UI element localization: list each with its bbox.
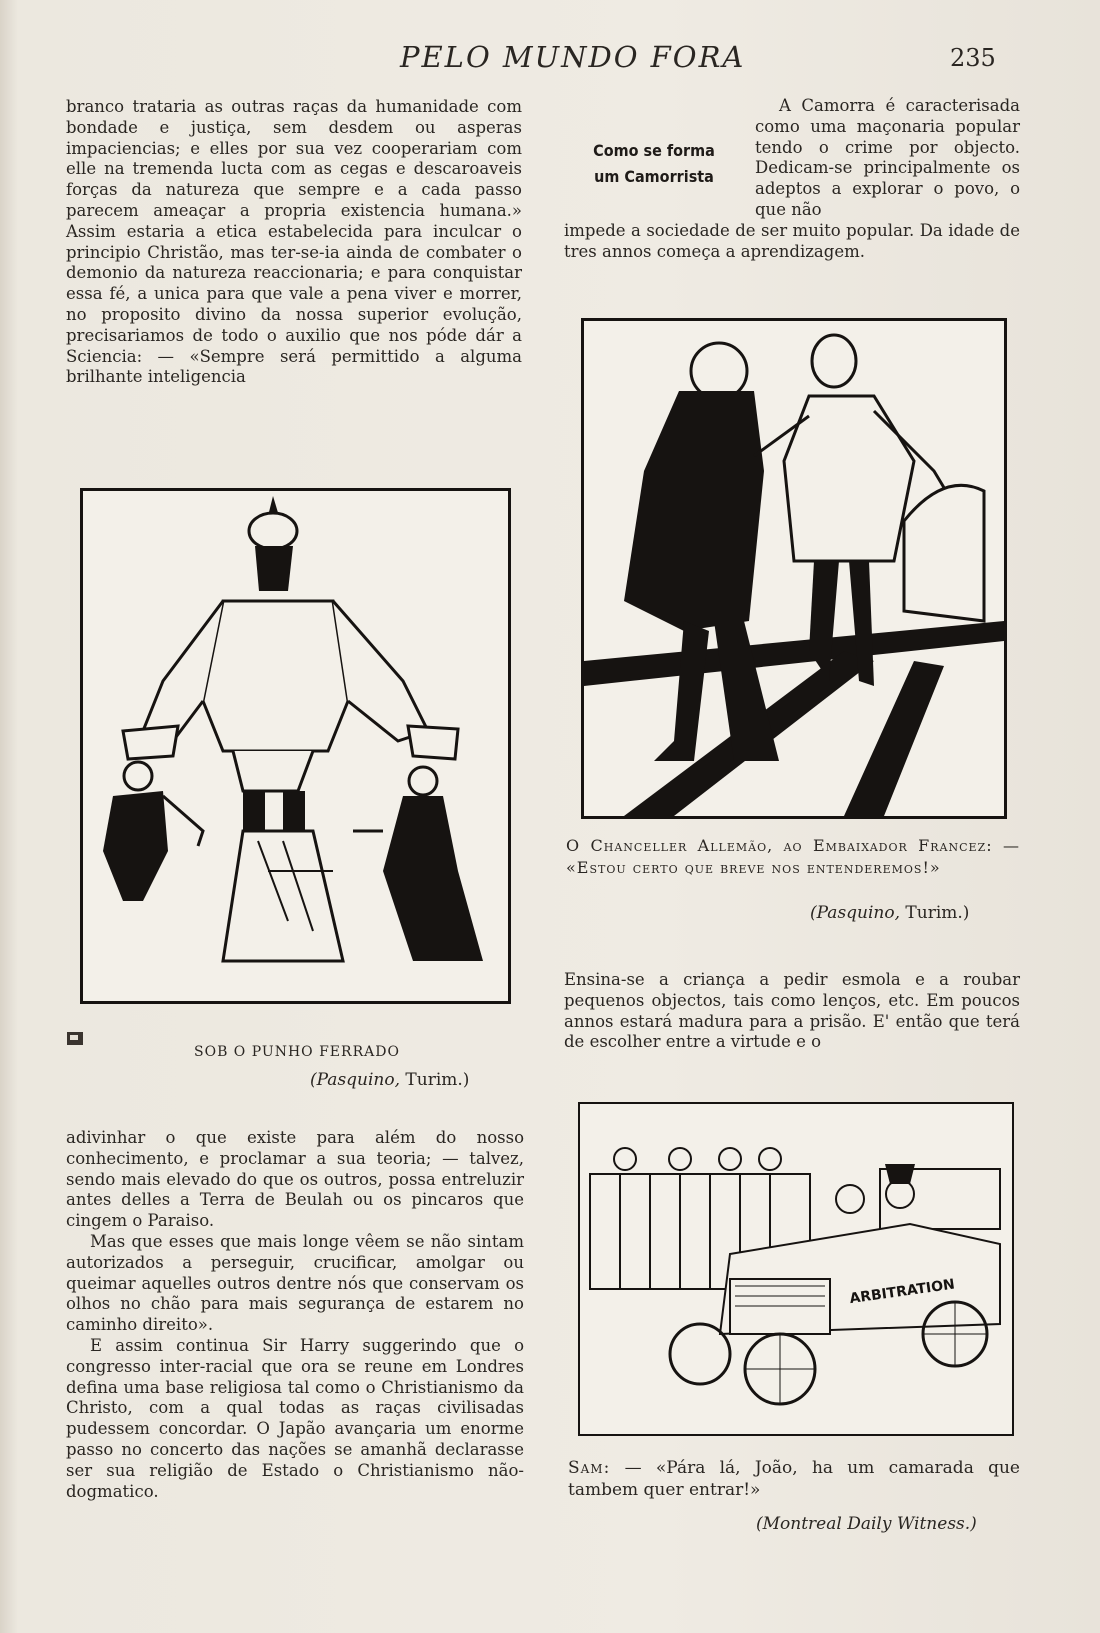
figure1-source-publication: (Pasquino, xyxy=(310,1070,401,1090)
right-column-intro-continuation xyxy=(564,221,1020,263)
figure1-source xyxy=(310,1070,469,1090)
figure2-caption xyxy=(566,835,1020,879)
cartoon-iron-fist xyxy=(80,488,511,1004)
cartoon-chancellor-ambassador-drawing xyxy=(584,321,1004,816)
figure2-source xyxy=(810,903,969,923)
left-bottom-paragraph-2: Mas que esses que mais longe vêem se não sintam autorizados a perseguir, crucificar, amolgar ou queimar aquelles outros dentre nós que conservam os olhos no chão para mais segurança de estarem no caminho direito». xyxy=(66,1231,524,1335)
figure3-caption-text: — «Pára lá, João, ha um camarada que tambem quer entrar!» xyxy=(568,1458,1020,1500)
printer-ornament-icon xyxy=(66,1030,86,1048)
section-heading-line-1: Como se forma xyxy=(593,141,715,160)
cartoon-chancellor-ambassador xyxy=(581,318,1007,819)
figure2-caption-text: O Chanceller Allemão, ao Embaixador Francez: — «Estou certo que breve nos entenderemos!» xyxy=(566,836,1020,877)
figure3-caption xyxy=(568,1457,1020,1501)
figure3-source xyxy=(756,1514,977,1534)
figure3-caption-speaker: Sam: xyxy=(568,1458,611,1478)
figure2-source-publication: (Pasquino, xyxy=(810,903,901,923)
right-intro-continuation: impede a sociedade de ser muito popular. Da idade de tres annos começa a aprendizagem. xyxy=(564,221,1020,261)
section-heading xyxy=(574,138,734,190)
right-middle-paragraph: Ensina-se a criança a pedir esmola e a roubar pequenos objectos, tais como lenços, etc. Em poucos annos estará madura para a prisão. E' então que terá de escolher entre a virtude e o xyxy=(564,970,1020,1052)
page-number: 235 xyxy=(950,44,996,72)
left-top-paragraph: branco trataria as outras raças da humanidade com bondade e justiça, sem desdem ou asperas impaciencias; e elles por sua vez cooperariam com elle na tremenda lucta com as cegas e descaroaveis forças da natureza que sempre e a cada passo parecem ameaçar a propria existencia humana.» Assim estaria a etica estabelecida para inculcar o principio Christão, mas ter-se-ia ainda de combater o demonio da natureza reaccionaria; e para conquistar essa fé, a unica para que vale a pena viver e morrer, no proposito divino da nossa superior evolução, precisariamos de todo o auxilio que nos póde dár a Sciencia: — «Sempre será permittido a alguma brilhante inteligencia xyxy=(66,97,522,387)
figure2-source-city: Turim.) xyxy=(900,903,970,923)
cartoon-arbitration-car-drawing xyxy=(580,1104,1012,1434)
running-header-title: PELO MUNDO FORA xyxy=(400,40,746,74)
cartoon-arbitration-car xyxy=(578,1102,1014,1436)
section-heading-line-2: um Camorrista xyxy=(594,167,714,186)
right-intro-paragraph: A Camorra é caracterisada como uma maçonaria popular tendo o crime por objecto. Dedicam-se principalmente os adeptos a explorar o povo, o que não xyxy=(755,96,1020,219)
right-column-intro-text xyxy=(755,96,1020,221)
cartoon-iron-fist-drawing xyxy=(83,491,508,1001)
left-column-bottom-text xyxy=(66,1128,524,1502)
left-bottom-paragraph-3: E assim continua Sir Harry suggerindo que o congresso inter-racial que ora se reune em Londres defina uma base religiosa tal como o Christianismo da Christo, com a qual todas as raças civilisadas pudessem concordar. O Japão avançaria um enorme passo no concerto das nações se amanhã declarasse ser sua religião de Estado o Christianismo não-dogmatico. xyxy=(66,1335,524,1501)
right-column-middle-text xyxy=(564,970,1020,1053)
left-column-top-text xyxy=(66,97,522,388)
figure1-source-city: Turim.) xyxy=(400,1070,470,1090)
figure3-source-publication: (Montreal Daily Witness.) xyxy=(756,1514,977,1534)
car-label-arbitration: ARBITRATION xyxy=(848,1276,956,1308)
figure1-caption: SOB O PUNHO FERRADO xyxy=(194,1044,400,1060)
left-bottom-paragraph-1: adivinhar o que existe para além do nosso conhecimento, e proclamar a sua teoria; — talvez, sendo mais elevado do que os outros, possa entreluzir antes delles a Terra de Beulah ou os pincaros que cingem o Paraiso. xyxy=(66,1128,524,1231)
